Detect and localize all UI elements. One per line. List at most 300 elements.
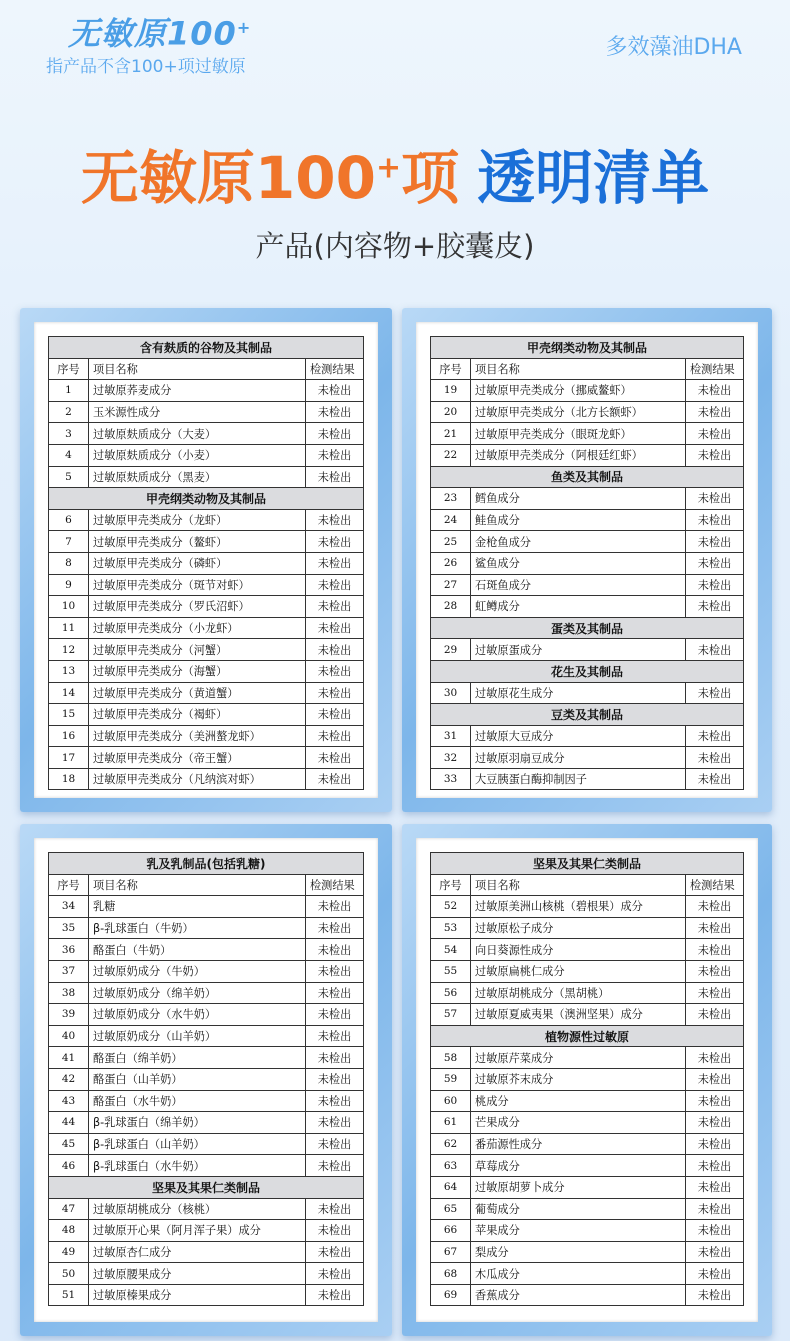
test-result: 未检出 xyxy=(305,423,363,445)
item-name: 过敏原蛋成分 xyxy=(471,639,686,661)
allergen-table-4 xyxy=(430,852,744,1306)
item-name: β-乳球蛋白（山羊奶） xyxy=(89,1133,306,1155)
test-result: 未检出 xyxy=(305,704,363,726)
item-name: 番茄源性成分 xyxy=(471,1133,686,1155)
section-title: 蛋类及其制品 xyxy=(431,617,744,639)
test-result: 未检出 xyxy=(305,960,363,982)
row-number: 60 xyxy=(431,1090,471,1112)
row-number: 42 xyxy=(49,1068,89,1090)
table-row xyxy=(431,1155,744,1177)
row-number: 7 xyxy=(49,531,89,553)
column-header-result: 检测结果 xyxy=(685,874,743,896)
panel-1 xyxy=(20,308,392,812)
test-result: 未检出 xyxy=(305,1198,363,1220)
table-row xyxy=(49,1155,364,1177)
brand-logo: 无敏原100+ xyxy=(68,14,252,53)
table-row xyxy=(49,1133,364,1155)
row-number: 35 xyxy=(49,917,89,939)
row-number: 47 xyxy=(49,1198,89,1220)
row-number: 22 xyxy=(431,444,471,466)
test-result: 未检出 xyxy=(305,1004,363,1026)
item-name: 鲨鱼成分 xyxy=(471,552,686,574)
table-row xyxy=(49,531,364,553)
item-name: 过敏原松子成分 xyxy=(471,917,686,939)
item-name: 过敏原胡萝卜成分 xyxy=(471,1176,686,1198)
row-number: 68 xyxy=(431,1263,471,1285)
item-name: 石斑鱼成分 xyxy=(471,574,686,596)
row-number: 56 xyxy=(431,982,471,1004)
item-name: β-乳球蛋白（绵羊奶） xyxy=(89,1112,306,1134)
row-number: 65 xyxy=(431,1198,471,1220)
test-result: 未检出 xyxy=(685,725,743,747)
test-result: 未检出 xyxy=(685,1155,743,1177)
section-header-row xyxy=(431,617,744,639)
column-header-row xyxy=(49,874,364,896)
table-row xyxy=(49,1220,364,1242)
column-header-row xyxy=(431,358,744,380)
test-result: 未检出 xyxy=(305,444,363,466)
row-number: 39 xyxy=(49,1004,89,1026)
product-name: 多效藻油DHA xyxy=(605,35,742,60)
row-number: 43 xyxy=(49,1090,89,1112)
table-row xyxy=(49,423,364,445)
test-result: 未检出 xyxy=(305,574,363,596)
panel-4 xyxy=(402,824,772,1336)
row-number: 29 xyxy=(431,639,471,661)
row-number: 63 xyxy=(431,1155,471,1177)
table-row xyxy=(431,896,744,918)
table-row xyxy=(431,380,744,402)
row-number: 11 xyxy=(49,617,89,639)
item-name: 过敏原奶成分（绵羊奶） xyxy=(89,982,306,1004)
row-number: 45 xyxy=(49,1133,89,1155)
section-title: 甲壳纲类动物及其制品 xyxy=(431,337,744,359)
title-blue: 透明清单 xyxy=(477,144,710,213)
column-header-row xyxy=(431,874,744,896)
table-row xyxy=(431,1220,744,1242)
table-row xyxy=(431,725,744,747)
item-name: 木瓜成分 xyxy=(471,1263,686,1285)
test-result: 未检出 xyxy=(305,896,363,918)
item-name: β-乳球蛋白（牛奶） xyxy=(89,917,306,939)
test-result: 未检出 xyxy=(685,1198,743,1220)
table-row xyxy=(431,1284,744,1306)
section-title: 含有麸质的谷物及其制品 xyxy=(49,337,364,359)
table-row xyxy=(49,1047,364,1069)
item-name: 过敏原甲壳类成分（黄道蟹） xyxy=(89,682,306,704)
row-number: 66 xyxy=(431,1220,471,1242)
table-row xyxy=(431,1241,744,1263)
table-row xyxy=(49,747,364,769)
item-name: 过敏原美洲山核桃（碧根果）成分 xyxy=(471,896,686,918)
item-name: 过敏原胡桃成分（黑胡桃） xyxy=(471,982,686,1004)
item-name: 过敏原荞麦成分 xyxy=(89,380,306,402)
test-result: 未检出 xyxy=(685,1284,743,1306)
row-number: 19 xyxy=(431,380,471,402)
row-number: 48 xyxy=(49,1220,89,1242)
item-name: 过敏原甲壳类成分（斑节对虾） xyxy=(89,574,306,596)
row-number: 20 xyxy=(431,401,471,423)
test-result: 未检出 xyxy=(685,488,743,510)
test-result: 未检出 xyxy=(685,596,743,618)
test-result: 未检出 xyxy=(685,1263,743,1285)
row-number: 1 xyxy=(49,380,89,402)
row-number: 28 xyxy=(431,596,471,618)
row-number: 41 xyxy=(49,1047,89,1069)
item-name: 过敏原羽扇豆成分 xyxy=(471,747,686,769)
row-number: 31 xyxy=(431,725,471,747)
row-number: 8 xyxy=(49,552,89,574)
row-number: 54 xyxy=(431,939,471,961)
table-row xyxy=(49,939,364,961)
table-row xyxy=(49,682,364,704)
row-number: 34 xyxy=(49,896,89,918)
item-name: 过敏原花生成分 xyxy=(471,682,686,704)
table-row xyxy=(431,444,744,466)
table-row xyxy=(49,552,364,574)
table-row xyxy=(49,896,364,918)
test-result: 未检出 xyxy=(685,1176,743,1198)
row-number: 3 xyxy=(49,423,89,445)
test-result: 未检出 xyxy=(305,1155,363,1177)
item-name: 过敏原甲壳类成分（帝王蟹） xyxy=(89,747,306,769)
test-result: 未检出 xyxy=(685,960,743,982)
item-name: 向日葵源性成分 xyxy=(471,939,686,961)
table-row xyxy=(431,1047,744,1069)
table-row xyxy=(49,617,364,639)
table-row xyxy=(431,639,744,661)
section-title: 豆类及其制品 xyxy=(431,704,744,726)
item-name: 过敏原甲壳类成分（鳌虾） xyxy=(89,531,306,553)
test-result: 未检出 xyxy=(305,1025,363,1047)
test-result: 未检出 xyxy=(305,639,363,661)
test-result: 未检出 xyxy=(685,1220,743,1242)
test-result: 未检出 xyxy=(685,639,743,661)
row-number: 44 xyxy=(49,1112,89,1134)
table-row xyxy=(49,466,364,488)
row-number: 4 xyxy=(49,444,89,466)
item-name: 过敏原甲壳类成分（褐虾） xyxy=(89,704,306,726)
item-name: 过敏原榛果成分 xyxy=(89,1284,306,1306)
table-row xyxy=(431,1112,744,1134)
item-name: 过敏原甲壳类成分（河蟹） xyxy=(89,639,306,661)
row-number: 69 xyxy=(431,1284,471,1306)
section-header-row xyxy=(49,337,364,359)
table-row xyxy=(431,917,744,939)
panel-2 xyxy=(402,308,772,812)
test-result: 未检出 xyxy=(305,380,363,402)
test-result: 未检出 xyxy=(685,1047,743,1069)
test-result: 未检出 xyxy=(685,380,743,402)
test-result: 未检出 xyxy=(685,896,743,918)
item-name: 酪蛋白（牛奶） xyxy=(89,939,306,961)
column-header-index: 序号 xyxy=(431,358,471,380)
item-name: 乳糖 xyxy=(89,896,306,918)
table-row xyxy=(49,1241,364,1263)
test-result: 未检出 xyxy=(685,747,743,769)
item-name: 桃成分 xyxy=(471,1090,686,1112)
item-name: 过敏原麸质成分（黑麦） xyxy=(89,466,306,488)
section-header-row xyxy=(431,660,744,682)
item-name: 过敏原奶成分（山羊奶） xyxy=(89,1025,306,1047)
row-number: 49 xyxy=(49,1241,89,1263)
item-name: 梨成分 xyxy=(471,1241,686,1263)
item-name: 过敏原杏仁成分 xyxy=(89,1241,306,1263)
table-row xyxy=(49,982,364,1004)
test-result: 未检出 xyxy=(685,423,743,445)
row-number: 52 xyxy=(431,896,471,918)
table-row xyxy=(49,704,364,726)
row-number: 55 xyxy=(431,960,471,982)
table-row xyxy=(49,401,364,423)
test-result: 未检出 xyxy=(305,401,363,423)
test-result: 未检出 xyxy=(685,444,743,466)
section-header-row xyxy=(431,337,744,359)
table-row xyxy=(431,423,744,445)
table-row xyxy=(431,939,744,961)
section-header-row xyxy=(431,704,744,726)
table-row xyxy=(49,768,364,790)
page-title xyxy=(0,132,790,215)
item-name: 过敏原扁桃仁成分 xyxy=(471,960,686,982)
column-header-result: 检测结果 xyxy=(305,874,363,896)
table-row xyxy=(431,1176,744,1198)
test-result: 未检出 xyxy=(685,574,743,596)
row-number: 36 xyxy=(49,939,89,961)
test-result: 未检出 xyxy=(685,939,743,961)
row-number: 9 xyxy=(49,574,89,596)
section-header-row xyxy=(431,466,744,488)
table-row xyxy=(49,639,364,661)
test-result: 未检出 xyxy=(685,1090,743,1112)
test-result: 未检出 xyxy=(685,982,743,1004)
test-result: 未检出 xyxy=(305,768,363,790)
table-row xyxy=(431,1198,744,1220)
brand-tagline: 指产品不含100+项过敏原 xyxy=(46,56,246,77)
test-result: 未检出 xyxy=(305,1112,363,1134)
test-result: 未检出 xyxy=(305,1263,363,1285)
item-name: 草莓成分 xyxy=(471,1155,686,1177)
item-name: 过敏原麸质成分（小麦） xyxy=(89,444,306,466)
column-header-name: 项目名称 xyxy=(89,358,306,380)
panel-3 xyxy=(20,824,392,1336)
section-title: 植物源性过敏原 xyxy=(431,1025,744,1047)
item-name: 过敏原甲壳类成分（眼斑龙虾） xyxy=(471,423,686,445)
section-title: 鱼类及其制品 xyxy=(431,466,744,488)
table-row xyxy=(49,1112,364,1134)
column-header-index: 序号 xyxy=(431,874,471,896)
item-name: 过敏原芥末成分 xyxy=(471,1068,686,1090)
section-header-row xyxy=(49,488,364,510)
table-row xyxy=(431,531,744,553)
item-name: 过敏原甲壳类成分（海蟹） xyxy=(89,660,306,682)
test-result: 未检出 xyxy=(305,552,363,574)
table-row xyxy=(431,960,744,982)
test-result: 未检出 xyxy=(685,1241,743,1263)
title-orange: 无敏原100+项 xyxy=(80,144,460,213)
row-number: 24 xyxy=(431,509,471,531)
table-row xyxy=(49,1284,364,1306)
table-row xyxy=(431,1004,744,1026)
row-number: 18 xyxy=(49,768,89,790)
table-row xyxy=(431,1263,744,1285)
item-name: 过敏原甲壳类成分（阿根廷红虾） xyxy=(471,444,686,466)
test-result: 未检出 xyxy=(685,682,743,704)
item-name: 过敏原麸质成分（大麦） xyxy=(89,423,306,445)
item-name: 过敏原胡桃成分（核桃） xyxy=(89,1198,306,1220)
row-number: 61 xyxy=(431,1112,471,1134)
row-number: 38 xyxy=(49,982,89,1004)
test-result: 未检出 xyxy=(685,531,743,553)
item-name: 过敏原甲壳类成分（北方长额虾） xyxy=(471,401,686,423)
column-header-index: 序号 xyxy=(49,874,89,896)
row-number: 6 xyxy=(49,509,89,531)
item-name: 过敏原芹菜成分 xyxy=(471,1047,686,1069)
table-row xyxy=(49,380,364,402)
page-subtitle: 产品(内容物+胶囊皮) xyxy=(255,229,535,263)
row-number: 13 xyxy=(49,660,89,682)
row-number: 26 xyxy=(431,552,471,574)
test-result: 未检出 xyxy=(305,1133,363,1155)
brand-block xyxy=(46,8,286,78)
row-number: 59 xyxy=(431,1068,471,1090)
row-number: 40 xyxy=(49,1025,89,1047)
row-number: 57 xyxy=(431,1004,471,1026)
item-name: 过敏原奶成分（牛奶） xyxy=(89,960,306,982)
table-row xyxy=(49,1004,364,1026)
test-result: 未检出 xyxy=(685,1133,743,1155)
table-row xyxy=(49,1068,364,1090)
table-row xyxy=(431,1133,744,1155)
test-result: 未检出 xyxy=(305,1241,363,1263)
column-header-index: 序号 xyxy=(49,358,89,380)
row-number: 64 xyxy=(431,1176,471,1198)
section-header-row xyxy=(49,853,364,875)
item-name: 玉米源性成分 xyxy=(89,401,306,423)
row-number: 25 xyxy=(431,531,471,553)
test-result: 未检出 xyxy=(305,531,363,553)
row-number: 27 xyxy=(431,574,471,596)
item-name: 过敏原甲壳类成分（龙虾） xyxy=(89,509,306,531)
test-result: 未检出 xyxy=(305,725,363,747)
item-name: 过敏原甲壳类成分（罗氏沼虾） xyxy=(89,596,306,618)
test-result: 未检出 xyxy=(305,1220,363,1242)
test-result: 未检出 xyxy=(685,917,743,939)
row-number: 17 xyxy=(49,747,89,769)
item-name: 金枪鱼成分 xyxy=(471,531,686,553)
table-row xyxy=(49,917,364,939)
column-header-name: 项目名称 xyxy=(471,358,686,380)
test-result: 未检出 xyxy=(305,682,363,704)
section-title: 坚果及其果仁类制品 xyxy=(49,1176,364,1198)
section-title: 坚果及其果仁类制品 xyxy=(431,853,744,875)
item-name: 芒果成分 xyxy=(471,1112,686,1134)
test-result: 未检出 xyxy=(685,552,743,574)
test-result: 未检出 xyxy=(685,1004,743,1026)
item-name: 过敏原奶成分（水牛奶） xyxy=(89,1004,306,1026)
section-title: 甲壳纲类动物及其制品 xyxy=(49,488,364,510)
row-number: 14 xyxy=(49,682,89,704)
table-row xyxy=(49,509,364,531)
test-result: 未检出 xyxy=(305,747,363,769)
table-row xyxy=(431,682,744,704)
item-name: 鲑鱼成分 xyxy=(471,509,686,531)
section-header-row xyxy=(49,1176,364,1198)
row-number: 58 xyxy=(431,1047,471,1069)
test-result: 未检出 xyxy=(685,1068,743,1090)
allergen-table-1 xyxy=(48,336,364,790)
row-number: 53 xyxy=(431,917,471,939)
row-number: 50 xyxy=(49,1263,89,1285)
test-result: 未检出 xyxy=(305,660,363,682)
column-header-row xyxy=(49,358,364,380)
test-result: 未检出 xyxy=(305,617,363,639)
table-row xyxy=(49,1090,364,1112)
row-number: 5 xyxy=(49,466,89,488)
table-row xyxy=(431,982,744,1004)
table-row xyxy=(431,1068,744,1090)
column-header-result: 检测结果 xyxy=(305,358,363,380)
test-result: 未检出 xyxy=(305,917,363,939)
column-header-result: 检测结果 xyxy=(685,358,743,380)
item-name: β-乳球蛋白（水牛奶） xyxy=(89,1155,306,1177)
item-name: 过敏原甲壳类成分（凡纳滨对虾） xyxy=(89,768,306,790)
item-name: 香蕉成分 xyxy=(471,1284,686,1306)
row-number: 30 xyxy=(431,682,471,704)
table-row xyxy=(431,401,744,423)
table-row xyxy=(431,596,744,618)
row-number: 2 xyxy=(49,401,89,423)
item-name: 过敏原甲壳类成分（磷虾） xyxy=(89,552,306,574)
table-row xyxy=(431,1090,744,1112)
allergen-table-2 xyxy=(430,336,744,790)
section-header-row xyxy=(431,1025,744,1047)
table-row xyxy=(431,574,744,596)
row-number: 10 xyxy=(49,596,89,618)
item-name: 过敏原大豆成分 xyxy=(471,725,686,747)
test-result: 未检出 xyxy=(305,982,363,1004)
test-result: 未检出 xyxy=(685,509,743,531)
row-number: 37 xyxy=(49,960,89,982)
test-result: 未检出 xyxy=(305,1284,363,1306)
row-number: 46 xyxy=(49,1155,89,1177)
table-row xyxy=(49,725,364,747)
item-name: 酪蛋白（水牛奶） xyxy=(89,1090,306,1112)
item-name: 大豆胰蛋白酶抑制因子 xyxy=(471,768,686,790)
test-result: 未检出 xyxy=(305,1068,363,1090)
row-number: 62 xyxy=(431,1133,471,1155)
row-number: 33 xyxy=(431,768,471,790)
row-number: 23 xyxy=(431,488,471,510)
test-result: 未检出 xyxy=(305,596,363,618)
table-row xyxy=(49,960,364,982)
table-row xyxy=(431,509,744,531)
item-name: 虹鳟成分 xyxy=(471,596,686,618)
row-number: 67 xyxy=(431,1241,471,1263)
test-result: 未检出 xyxy=(685,768,743,790)
test-result: 未检出 xyxy=(305,939,363,961)
item-name: 过敏原甲壳类成分（美洲螯龙虾） xyxy=(89,725,306,747)
item-name: 过敏原开心果（阿月浑子果）成分 xyxy=(89,1220,306,1242)
allergen-table-3 xyxy=(48,852,364,1306)
table-row xyxy=(49,1263,364,1285)
row-number: 15 xyxy=(49,704,89,726)
section-title: 花生及其制品 xyxy=(431,660,744,682)
row-number: 16 xyxy=(49,725,89,747)
row-number: 21 xyxy=(431,423,471,445)
item-name: 过敏原夏威夷果（澳洲坚果）成分 xyxy=(471,1004,686,1026)
item-name: 鳕鱼成分 xyxy=(471,488,686,510)
